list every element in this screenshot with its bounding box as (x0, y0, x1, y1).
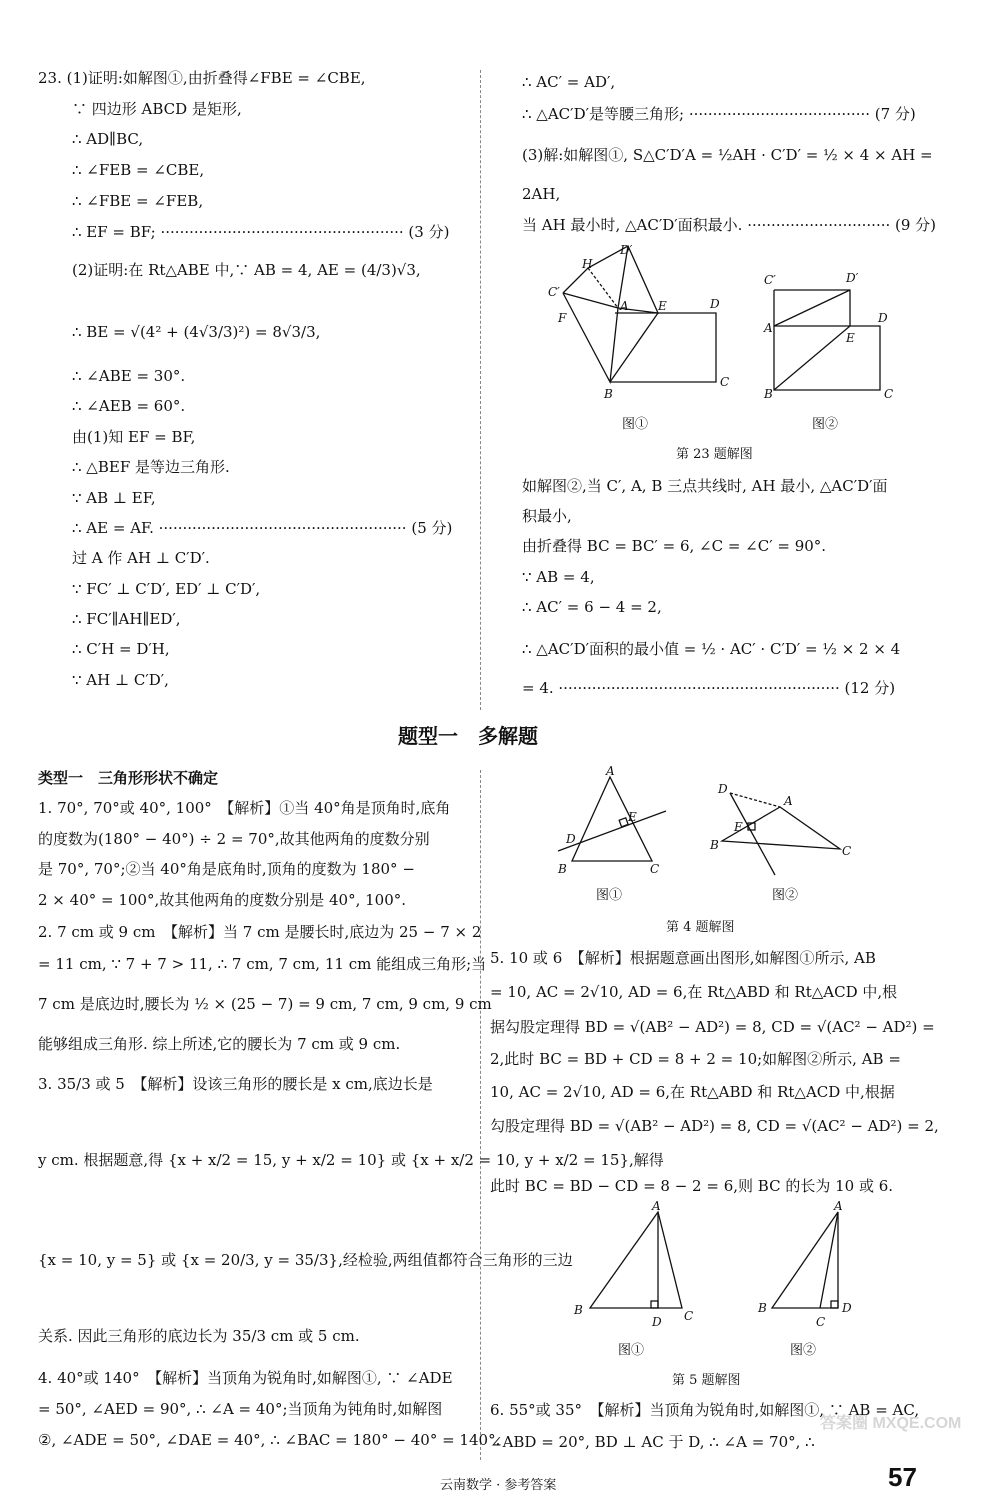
svg-text:D: D (566, 832, 576, 846)
watermark: 答案圈 MXQE.COM (820, 1415, 962, 1432)
q23-line: 23. (1)证明:如解图①,由折叠得∠FBE = ∠CBE, (38, 69, 366, 87)
figure-4 (540, 765, 870, 945)
svg-text:B: B (604, 387, 613, 401)
section-title: 题型一 多解题 (398, 724, 538, 748)
problem-line: 4. 40°或 140° 【解析】当顶角为锐角时,如解图①, ∵ ∠ADE (38, 1369, 453, 1387)
problem-line: 2,此时 BC = BD + CD = 8 + 2 = 10;如解图②所示, AB = (490, 1050, 901, 1068)
svg-text:B: B (758, 1301, 767, 1315)
problem-line: 2 × 40° = 100°,故其他两角的度数分别是 40°, 100°. (38, 891, 407, 909)
svg-text:B: B (558, 862, 567, 876)
q23-line: ∵ FC′ ⊥ C′D′, ED′ ⊥ C′D′, (72, 580, 261, 598)
q23-line: ∵ 四边形 ABCD 是矩形, (72, 100, 242, 118)
svg-text:A: A (834, 1200, 843, 1213)
svg-text:B: B (574, 1303, 583, 1317)
problem-line: 的度数为(180° − 40°) ÷ 2 = 70°,故其他两角的度数分别 (38, 830, 430, 848)
problem-line: 7 cm 是底边时,腰长为 ½ × (25 − 7) = 9 cm, 7 cm, 9 cm, 9 cm (38, 995, 492, 1013)
problem-line: 据勾股定理得 BD = √(AB² − AD²) = 8, CD = √(AC² − AD²) = (490, 1018, 935, 1036)
svg-text:D: D (878, 311, 888, 325)
problem-line: y cm. 根据题意,得 {x + x/2 = 15, y + x/2 = 10} 或 {x + x/2 = 10, y + x/2 = 15},解得 (38, 1151, 664, 1169)
q23-line: ∴ △BEF 是等边三角形. (72, 458, 230, 476)
svg-text:C′: C′ (548, 285, 560, 299)
svg-text:A: A (764, 321, 773, 335)
q23-line: ∴ ∠FEB = ∠CBE, (72, 161, 205, 179)
q23-line: ∴ BE = √(4² + (4√3/3)²) = 8√3/3, (72, 323, 321, 341)
problem-line: ∠ABD = 20°, BD ⊥ AC 于 D, ∴ ∠A = 70°, ∴ (490, 1433, 815, 1451)
q23-line: (2)证明:在 Rt△ABE 中,∵ AB = 4, AE = (4/3)√3, (72, 261, 421, 279)
figure-5 (560, 1200, 880, 1390)
problem-line: 3. 35/3 或 5 【解析】设该三角形的腰长是 x cm,底边长是 (38, 1075, 433, 1093)
q23-line: ∵ AB = 4, (522, 568, 595, 586)
problem-line: 1. 70°, 70°或 40°, 100° 【解析】①当 40°角是顶角时,底角 (38, 799, 451, 817)
type-title: 类型一 三角形形状不确定 (38, 769, 219, 787)
figure-23-caption-2: 图② (812, 417, 839, 432)
page-number: 57 (888, 1462, 917, 1492)
q23-line: ∴ △AC′D′面积的最小值 = ½ · AC′ · C′D′ = ½ × 2 × 4 (522, 640, 901, 658)
q23-line: 积最小, (522, 507, 572, 525)
problem-line: 6. 55°或 35° 【解析】当顶角为锐角时,如解图①, ∵ AB = AC, (490, 1401, 920, 1419)
problem-line: ②, ∠ADE = 50°, ∠DAE = 40°, ∴ ∠BAC = 180° − 40° = 140°. (38, 1431, 501, 1449)
svg-text:D: D (718, 782, 728, 796)
figure-4-1 (558, 777, 666, 861)
svg-text:D′: D′ (620, 243, 633, 257)
svg-text:C: C (842, 844, 852, 858)
problem-line: 勾股定理得 BD = √(AB² − AD²) = 8, CD = √(AC² − AD²) = 2, (490, 1117, 939, 1135)
problem-line: 2. 7 cm 或 9 cm 【解析】当 7 cm 是腰长时,底边为 25 − 7 × 2 (38, 923, 482, 941)
svg-text:C: C (720, 375, 730, 389)
svg-text:C: C (884, 387, 894, 401)
figure-4-caption-1: 图① (596, 888, 623, 903)
problem-line: 能够组成三角形. 综上所述,它的腰长为 7 cm 或 9 cm. (38, 1035, 401, 1053)
q23-line: 由折叠得 BC = BC′ = 6, ∠C = ∠C′ = 90°. (522, 537, 827, 555)
q23-line: 当 AH 最小时, △AC′D′面积最小. ······························ (9 分) (522, 216, 937, 234)
figure-4-title: 第 4 题解图 (666, 920, 735, 935)
figure-5-1-labels (573, 1200, 693, 1329)
figure-23-caption-1: 图① (622, 417, 649, 432)
problem-line: = 10, AC = 2√10, AD = 6,在 Rt△ABD 和 Rt△ACD 中,根 (490, 983, 898, 1001)
svg-text:C: C (684, 1309, 694, 1323)
q23-line: ∴ EF = BF; ··················································· (3 分) (72, 223, 450, 241)
svg-text:E: E (658, 299, 667, 313)
problem-line: {x = 10, y = 5} 或 {x = 20/3, y = 35/3},经检验,两组值都符合三角形的三边 (38, 1251, 573, 1269)
svg-text:A: A (620, 299, 629, 313)
svg-text:H: H (582, 257, 593, 271)
column-divider-top (480, 70, 481, 710)
q23-line: (3)解:如解图①, S△C′D′A = ½AH · C′D′ = ½ × 4 × AH = (522, 146, 933, 164)
svg-text:C′: C′ (764, 273, 776, 287)
figure-23 (540, 238, 920, 468)
q23-line: ∴ FC′∥AH∥ED′, (72, 610, 181, 628)
svg-text:D: D (842, 1301, 852, 1315)
q23-line: 2AH, (522, 185, 561, 203)
q23-line: ∵ AH ⊥ C′D′, (72, 671, 169, 689)
figure-5-caption-1: 图① (618, 1343, 645, 1358)
svg-text:A: A (784, 794, 793, 808)
q23-line: ∴ AC′ = AD′, (522, 73, 616, 91)
problem-line: 此时 BC = BD − CD = 8 − 2 = 6,则 BC 的长为 10 或 6. (490, 1177, 894, 1195)
svg-text:D: D (652, 1315, 662, 1329)
svg-text:F: F (558, 311, 567, 325)
svg-text:D: D (710, 297, 720, 311)
q23-line: ∴ AD∥BC, (72, 130, 144, 148)
svg-text:C: C (816, 1315, 826, 1329)
q23-line: 过 A 作 AH ⊥ C′D′. (72, 549, 210, 567)
q23-line: 由(1)知 EF = BF, (72, 428, 196, 446)
svg-text:E: E (628, 810, 637, 824)
problem-line: 关系. 因此三角形的底边长为 35/3 cm 或 5 cm. (38, 1327, 360, 1345)
svg-text:B: B (710, 838, 719, 852)
figure-23-title: 第 23 题解图 (676, 447, 753, 462)
svg-text:E: E (846, 331, 855, 345)
figure-5-2 (772, 1212, 838, 1308)
problem-line: 5. 10 或 6 【解析】根据题意画出图形,如解图①所示, AB (490, 949, 876, 967)
figure-23-2 (774, 290, 880, 390)
q23-line: ∴ △AC′D′是等腰三角形; ······································ (7 分) (522, 105, 916, 123)
svg-text:C: C (650, 862, 660, 876)
q23-line: ∴ AC′ = 6 − 4 = 2, (522, 598, 662, 616)
q23-line: ∴ ∠AEB = 60°. (72, 397, 186, 415)
problem-line: = 50°, ∠AED = 90°, ∴ ∠A = 40°;当顶角为钝角时,如解图 (38, 1400, 443, 1418)
svg-text:E: E (734, 820, 743, 834)
figure-4-2 (722, 793, 840, 875)
q23-line: 如解图②,当 C′, A, B 三点共线时, AH 最小, △AC′D′面 (522, 477, 888, 495)
figure-5-caption-2: 图② (790, 1343, 817, 1358)
figure-5-1 (590, 1212, 682, 1308)
q23-line: ∴ ∠FBE = ∠FEB, (72, 192, 204, 210)
q23-line: ∵ AB ⊥ EF, (72, 489, 156, 507)
column-divider-bottom (480, 770, 481, 1460)
svg-text:A: A (606, 765, 615, 778)
problem-line: = 11 cm, ∵ 7 + 7 > 11, ∴ 7 cm, 7 cm, 11 cm 能组成三角形;当 (38, 955, 487, 973)
figure-4-caption-2: 图② (772, 888, 799, 903)
svg-text:A: A (652, 1200, 661, 1213)
footer-text: 云南数学 · 参考答案 (440, 1478, 557, 1493)
q23-line: ∴ C′H = D′H, (72, 640, 170, 658)
q23-line: = 4. ··························································· (12 分) (522, 679, 896, 697)
q23-line: ∴ AE = AF. ···················································· (5 分) (72, 519, 453, 537)
q23-line: ∴ ∠ABE = 30°. (72, 367, 186, 385)
svg-text:D′: D′ (846, 271, 859, 285)
figure-5-title: 第 5 题解图 (672, 1373, 741, 1388)
problem-line: 是 70°, 70°;②当 40°角是底角时,顶角的度数为 180° − (38, 860, 415, 878)
figure-23-1-labels (548, 243, 729, 401)
svg-text:B: B (764, 387, 773, 401)
problem-line: 10, AC = 2√10, AD = 6,在 Rt△ABD 和 Rt△ACD 中,根据 (490, 1083, 895, 1101)
